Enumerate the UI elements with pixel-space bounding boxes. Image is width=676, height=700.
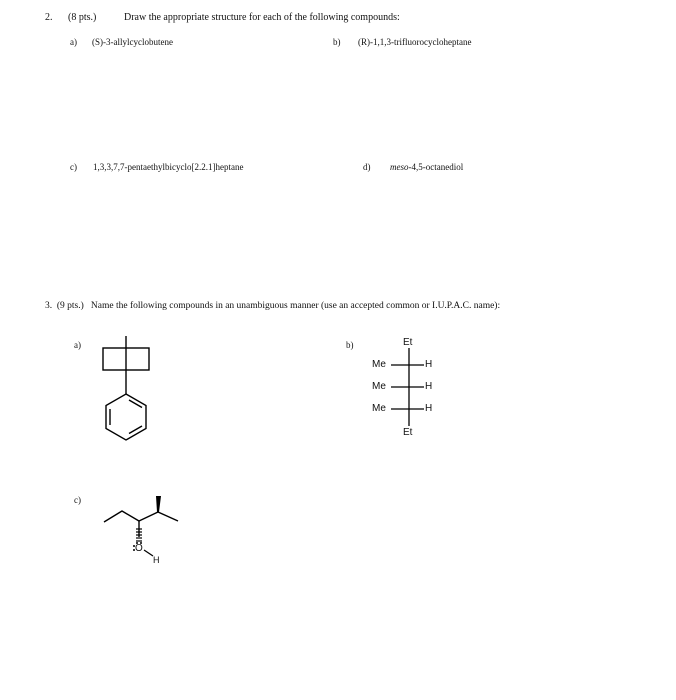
wedge-bond (156, 496, 161, 512)
q3b-fischer (391, 348, 424, 426)
fischer-top-substituent: Et (403, 337, 413, 348)
q2b-label: b) (333, 37, 341, 47)
q3a-structure (103, 336, 149, 440)
q2-points: (8 pts.) (68, 12, 97, 23)
q2c-name: 1,3,3,7,7-pentaethylbicyclo[2.2.1]heptane (93, 162, 244, 172)
fischer-right-3: H (425, 403, 433, 414)
q2c-label: c) (70, 162, 77, 172)
q3-header: 3. (9 pts.) Name the following compounds in an unambiguous manner (use an accepted common or I.U.P.A.C. name): (45, 301, 501, 311)
o-h-bond (144, 550, 153, 556)
fischer-left-3: Me (372, 403, 386, 414)
q3c-structure (104, 511, 178, 537)
benzene-ring (106, 394, 146, 440)
q2d-label: d) (363, 162, 371, 172)
q2b-name: (R)-1,1,3-trifluorocycloheptane (358, 37, 472, 47)
q2d-meso-prefix: meso (390, 162, 409, 172)
q3b-label: b) (346, 340, 354, 350)
fischer-left-2: Me (372, 381, 386, 392)
fischer-right-2: H (425, 381, 433, 392)
fischer-bottom-substituent: Et (403, 427, 413, 438)
q2-instruction: Draw the appropriate structure for each of the following compounds: (124, 12, 400, 23)
carbon-chain (104, 511, 178, 522)
q3c-hydrogen: H (153, 555, 160, 565)
fischer-right-1: H (425, 359, 433, 370)
q2d-name-rest: -4,5-octanediol (408, 162, 464, 172)
fischer-left-1: Me (372, 359, 386, 370)
q2-number: 2. (45, 12, 53, 23)
q2a-label: a) (70, 37, 77, 47)
q3c-oxygen: O (135, 543, 143, 554)
q2a-name: (S)-3-allylcyclobutene (92, 37, 173, 47)
q3a-label: a) (74, 340, 81, 350)
q3c-label: c) (74, 495, 81, 505)
